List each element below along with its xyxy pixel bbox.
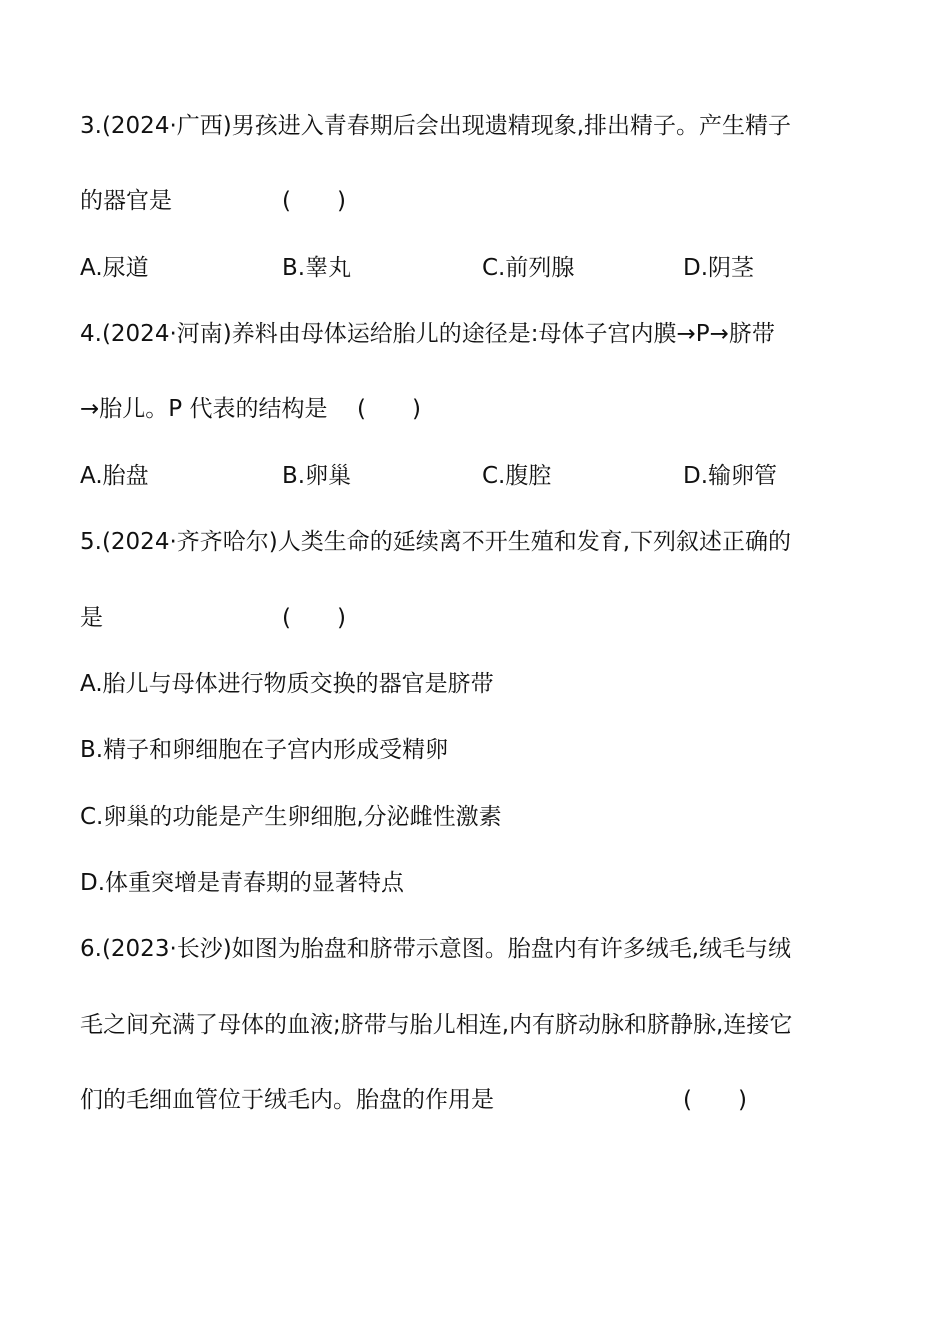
question-5-option-d[interactable]: D.体重突增是青春期的显著特点 <box>80 870 405 896</box>
question-3-option-d[interactable]: D.阴茎 <box>683 255 755 281</box>
question-5-option-a[interactable]: A.胎儿与母体进行物质交换的器官是脐带 <box>80 671 494 697</box>
question-6-answer-blank[interactable]: ( ) <box>683 1087 747 1113</box>
question-4-stem-line-2: →胎儿。P 代表的结构是 <box>80 396 328 422</box>
question-4-option-a[interactable]: A.胎盘 <box>80 463 149 489</box>
question-5-answer-blank[interactable]: ( ) <box>282 605 346 631</box>
question-4-option-c[interactable]: C.腹腔 <box>482 463 552 489</box>
question-4-answer-blank[interactable]: ( ) <box>357 396 421 422</box>
question-3-option-a[interactable]: A.尿道 <box>80 255 149 281</box>
question-3-stem-line-2: 的器官是 <box>80 188 172 214</box>
question-6-stem-line-3: 们的毛细血管位于绒毛内。胎盘的作用是 <box>80 1087 494 1113</box>
question-3-stem-line-1: 3.(2024·广西)男孩进入青春期后会出现遗精现象,排出精子。产生精子 <box>80 113 792 139</box>
question-6-stem-line-2: 毛之间充满了母体的血液;脐带与胎儿相连,内有脐动脉和脐静脉,连接它 <box>80 1012 793 1038</box>
question-5-option-b[interactable]: B.精子和卵细胞在子宫内形成受精卵 <box>80 737 449 763</box>
question-3-option-c[interactable]: C.前列腺 <box>482 255 575 281</box>
question-4-option-b[interactable]: B.卵巢 <box>282 463 352 489</box>
question-5-stem-line-2: 是 <box>80 605 103 631</box>
question-5-option-c[interactable]: C.卵巢的功能是产生卵细胞,分泌雌性激素 <box>80 804 502 830</box>
question-6-stem-line-1: 6.(2023·长沙)如图为胎盘和脐带示意图。胎盘内有许多绒毛,绒毛与绒 <box>80 936 792 962</box>
question-4-option-d[interactable]: D.输卵管 <box>683 463 778 489</box>
question-5-stem-line-1: 5.(2024·齐齐哈尔)人类生命的延续离不开生殖和发育,下列叙述正确的 <box>80 529 792 555</box>
question-4-stem-line-1: 4.(2024·河南)养料由母体运给胎儿的途径是:母体子宫内膜→P→脐带 <box>80 321 775 347</box>
question-3-answer-blank[interactable]: ( ) <box>282 188 346 214</box>
question-3-option-b[interactable]: B.睾丸 <box>282 255 352 281</box>
